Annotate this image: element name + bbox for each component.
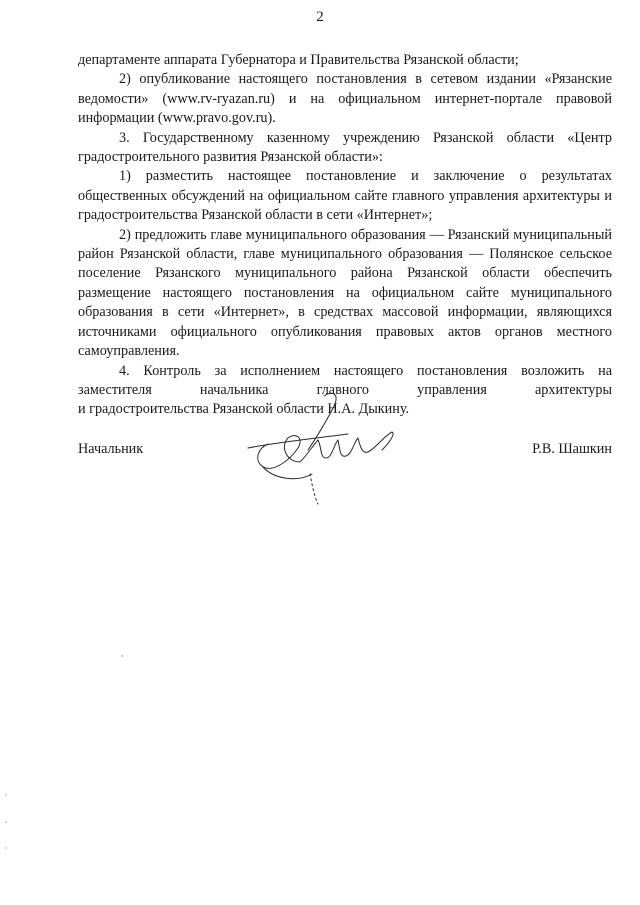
page-number: 2 bbox=[316, 9, 324, 25]
paragraph: 3. Государственному казенному учреждению Рязанской области «Центр градостроительного развития Рязанской области»: bbox=[78, 129, 612, 166]
paragraph: 2) предложить главе муниципального образования — Рязанский муниципальный район Рязанской области, главе муниципального образования — Полянское сельское поселение Рязанского муниципального района Рязанской области обеспечить размещение настоящего постановления на официальном сайте муниципального образования в сети «Интернет», в средствах массовой информации, являющихся источниками официального опубликования правовых актов органов местного самоуправления. bbox=[78, 226, 612, 360]
paragraph: департаменте аппарата Губернатора и Правительства Рязанской области; bbox=[78, 52, 519, 68]
paragraph: 2) опубликование настоящего постановления в сетевом издании «Рязанские ведомости» (www.rv-ryazan.ru) и на официальном интернет-портале правовой информации (www.pravo.gov.ru). bbox=[78, 71, 612, 127]
signatory-title: Начальник bbox=[78, 441, 144, 457]
paragraph: 1) разместить настоящее постановление и заключение о результатах общественных обсуждений на официальном сайте главного управления архитектуры и градостроительства Рязанской области в сети «Интернет»; bbox=[78, 168, 612, 224]
paragraph: 4. Контроль за исполнением настоящего постановления возложить на заместителя начальника главного управления архитектуры bbox=[78, 362, 612, 398]
signatory-name: Р.В. Шашкин bbox=[532, 441, 612, 457]
paragraph: и градостроительства Рязанской области Н.А. Дыкину. bbox=[78, 401, 410, 418]
